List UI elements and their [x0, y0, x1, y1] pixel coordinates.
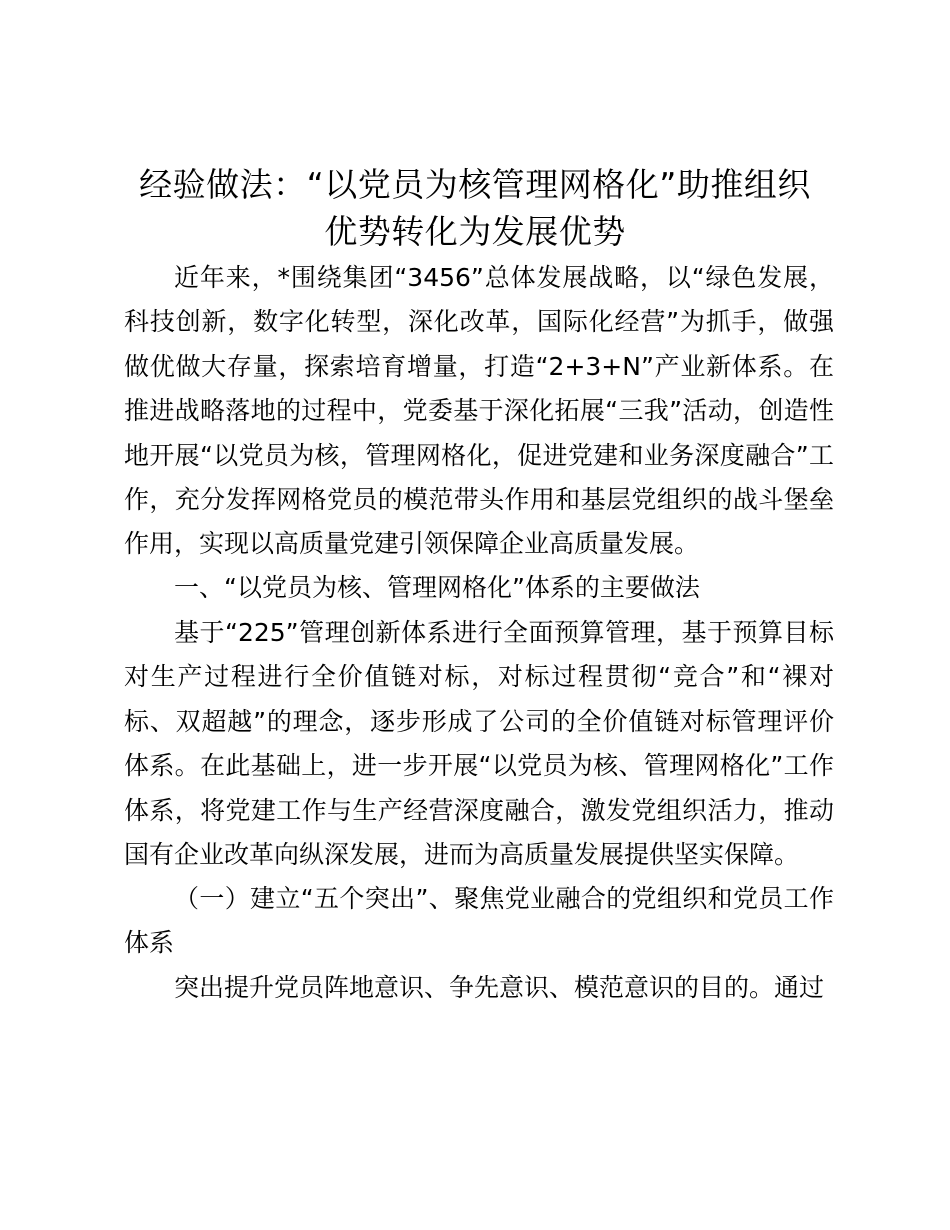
- document-title-line-2: 优势转化为发展优势: [324, 212, 626, 251]
- paragraph-section-1: 基于“225”管理创新体系进行全面预算管理，基于预算目标对生产过程进行全价值链对标，对标过程贯彻“竞合”和“裸对标、双超越”的理念，逐步形成了公司的全价值链对标管理评价体系。在此基础上，进一步开展“以党员为核、管理网格化”工作体系，将党建工作与生产经营深度融合，激发党组织活力，推动国有企业改革向纵深发展，进而为高质量发展提供坚实保障。: [124, 618, 834, 870]
- subsection-heading-1: （一）建立“五个突出”、聚焦党业融合的党组织和党员工作体系: [124, 884, 834, 958]
- section-heading-1: 一、“以党员为核、管理网格化”体系的主要做法: [174, 573, 700, 602]
- document-title-line-1: 经验做法：“以党员为核管理网格化”助推组织: [139, 165, 811, 204]
- paragraph-subsection-1: 突出提升党员阵地意识、争先意识、模范意识的目的。通过: [174, 973, 825, 1002]
- paragraph-intro: 近年来，*围绕集团“3456”总体发展战略，以“绿色发展，科技创新，数字化转型，深化改革，国际化经营”为抓手，做强做优做大存量，探索培育增量，打造“2+3+N”产业新体系。在推进战略落地的过程中，党委基于深化拓展“三我”活动，创造性地开展“以党员为核，管理网格化，促进党建和业务深度融合”工作，充分发挥网格党员的模范带头作用和基层党组织的战斗堡垒作用，实现以高质量党建引领保障企业高质量发展。: [124, 263, 834, 559]
